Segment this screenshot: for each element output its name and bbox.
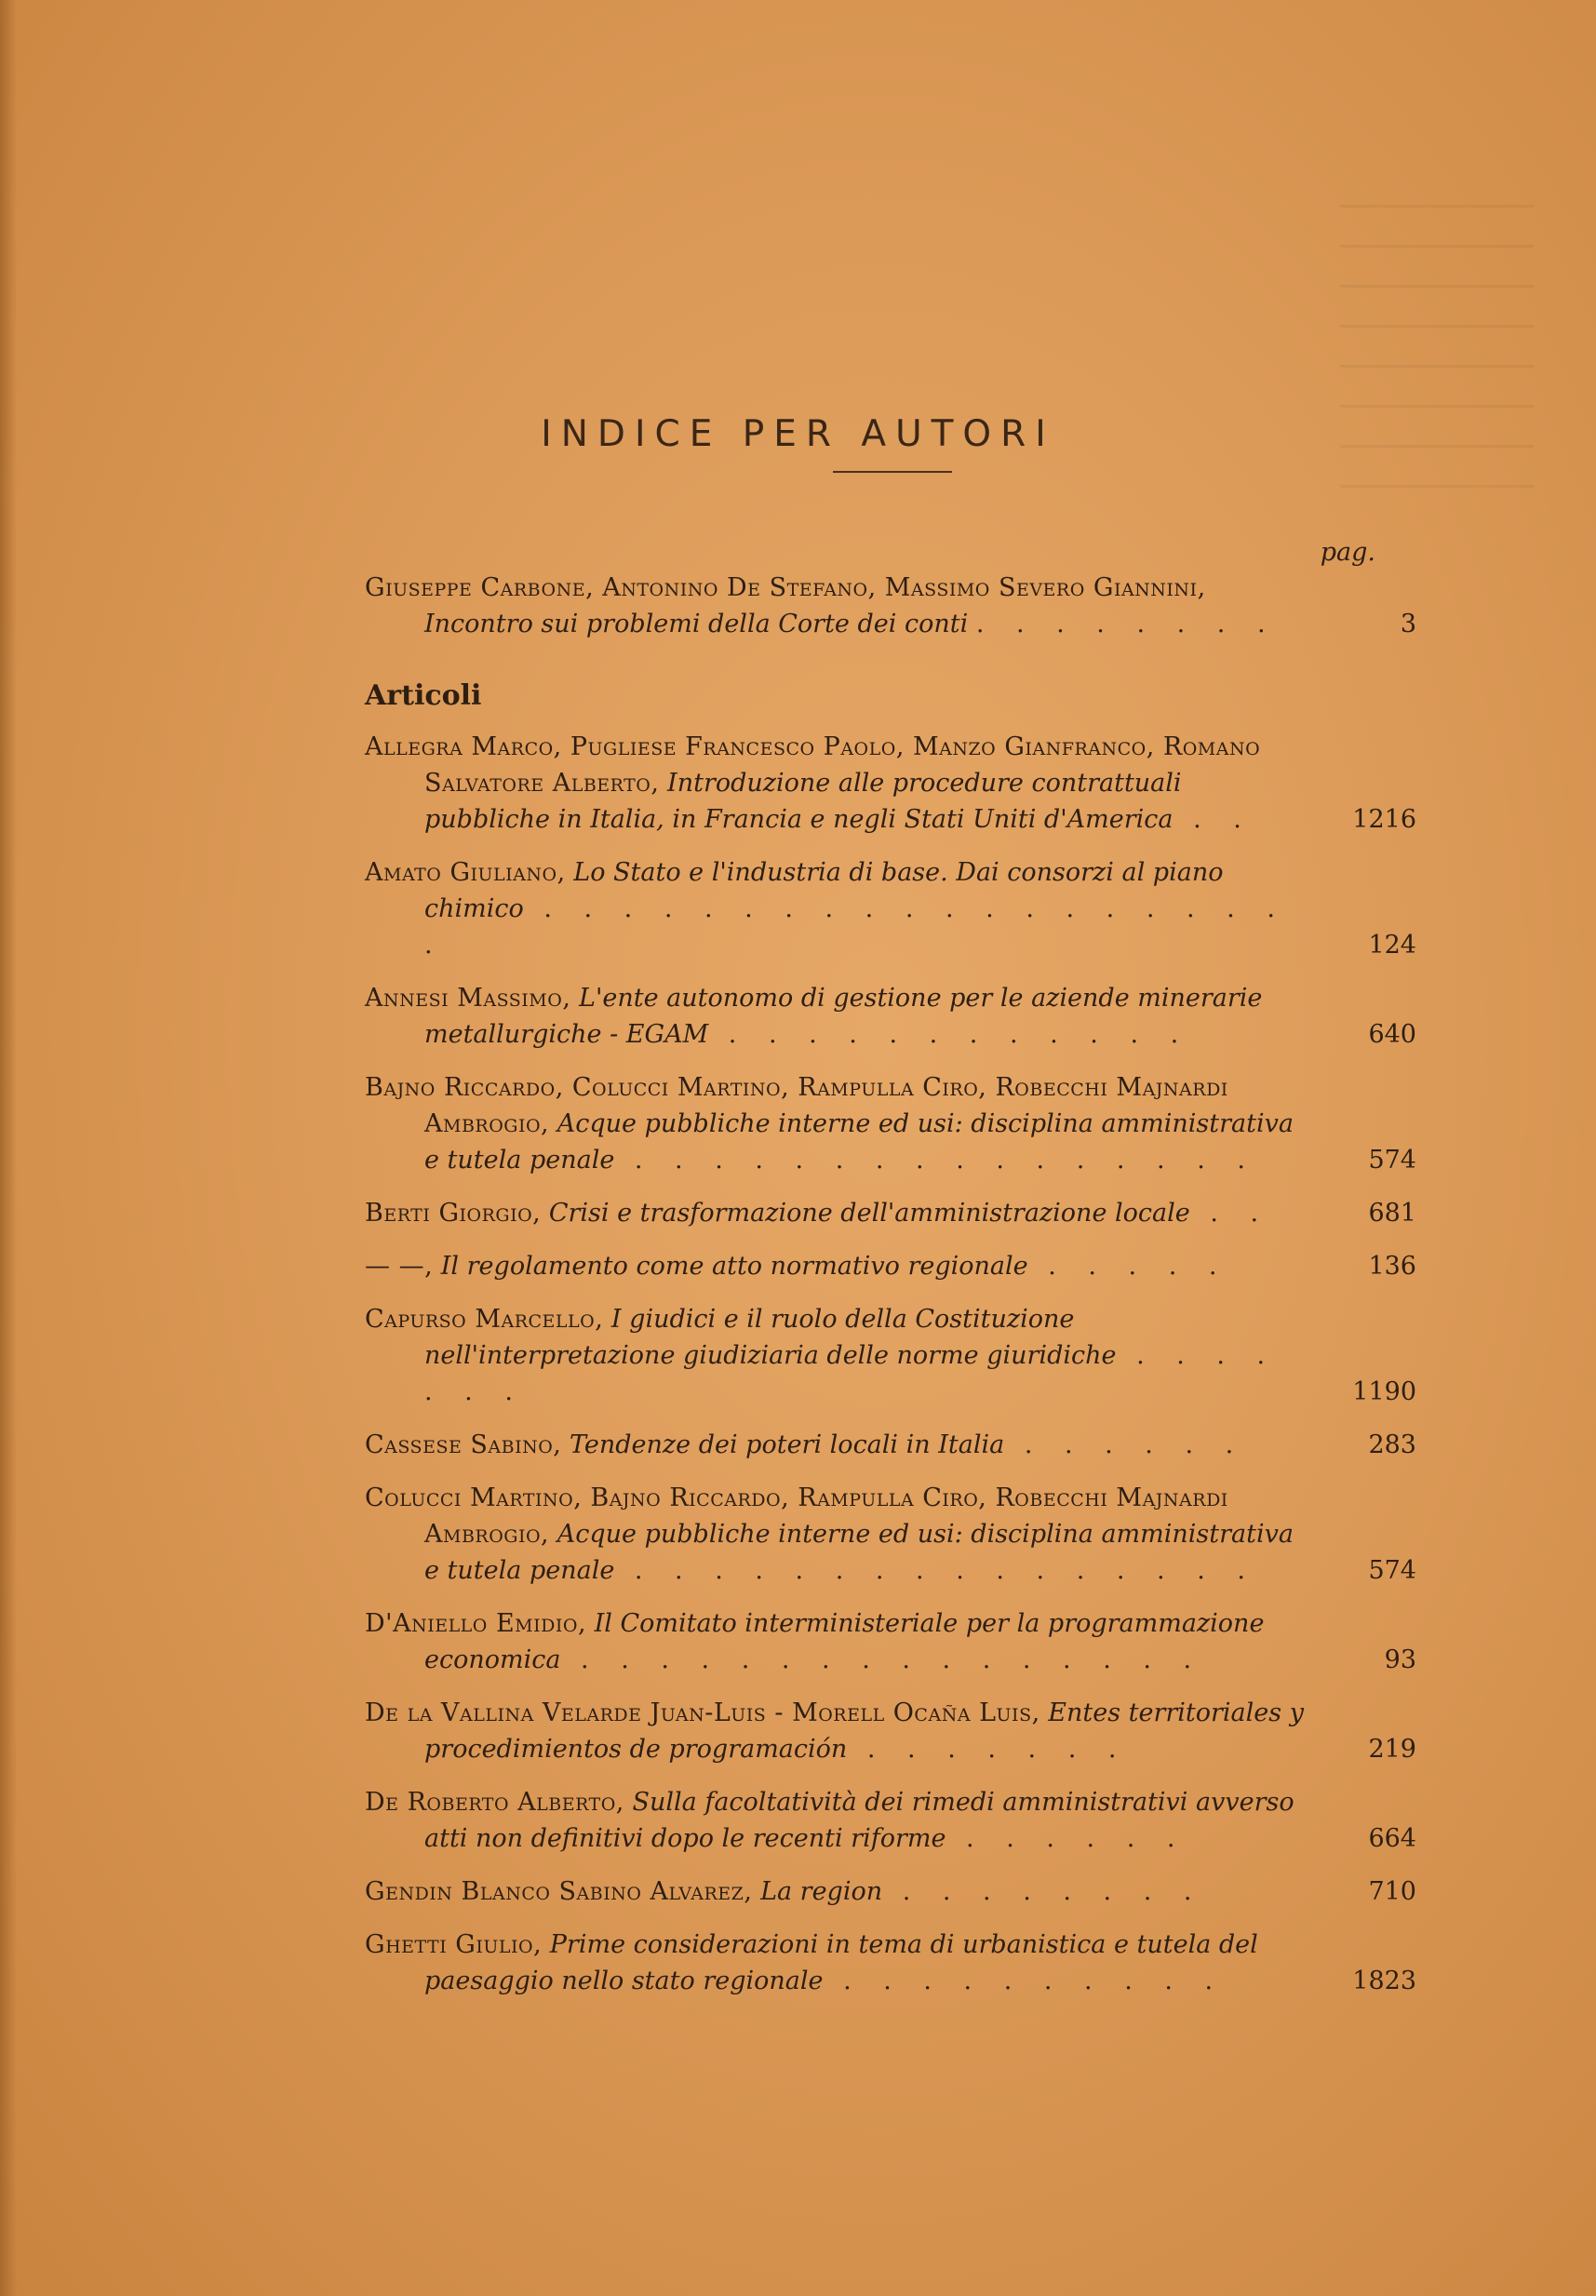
leader-dots: . . . . . . . . . . . . . . . .	[614, 1146, 1257, 1175]
entry-authors: — —,	[365, 1252, 434, 1281]
index-entry	[365, 1195, 1416, 1231]
entry-page: 574	[1368, 1556, 1416, 1585]
title-rule	[833, 471, 952, 473]
entry-page: 640	[1368, 1020, 1416, 1049]
entry-title: Sulla facoltatività dei rimedi amministrativi avverso atti non definitivi dopo le recenti riforme	[424, 1788, 1294, 1853]
entry-page: 219	[1368, 1735, 1416, 1764]
page-edge-shadow	[0, 0, 17, 2296]
entry-title: L'ente autonomo di gestione per le aziende minerarie metallurgiche - EGAM	[424, 984, 1263, 1049]
leader-dots: . . . . . . . .	[882, 1877, 1204, 1906]
leader-dots: . . . . . . . . . . . . . . . .	[560, 1645, 1204, 1674]
entry-authors: Allegra Marco, Pugliese Francesco Paolo, Manzo Gianfranco, Romano Salvatore Alberto,	[365, 732, 1261, 798]
leader-dots: . . . . . . . . . . . . . . . .	[614, 1556, 1257, 1585]
entry-page: 283	[1368, 1430, 1416, 1459]
entry-title: Acque pubbliche interne ed usi: disciplina amministrativa e tutela penale	[424, 1109, 1294, 1175]
entry-title: Acque pubbliche interne ed usi: disciplina amministrativa e tutela penale	[424, 1520, 1294, 1585]
leader-dots: . . . . . . . . . . . . . . . . . . . .	[424, 894, 1287, 960]
entry-authors: Capurso Marcello,	[365, 1305, 604, 1334]
index-entry	[365, 1301, 1416, 1410]
page-column-label: pag.	[1320, 538, 1375, 567]
leader-dots: . . . . . . . .	[975, 610, 1278, 638]
index-entry	[365, 1248, 1416, 1284]
index-entry	[365, 1605, 1416, 1678]
entry-authors: Amato Giuliano,	[365, 858, 566, 887]
entry-authors: De la Vallina Velarde Juan-Luis - Morell Ocaña Luis,	[365, 1699, 1040, 1727]
entry-title: Crisi e trasformazione dell'amministrazione locale	[548, 1199, 1190, 1228]
entry-page: 3	[1400, 610, 1416, 638]
entry-authors: Giuseppe Carbone, Antonino De Stefano, Massimo Severo Giannini,	[365, 573, 1206, 602]
index-entry	[365, 854, 1416, 963]
entry-page: 136	[1368, 1252, 1416, 1281]
entries-list	[365, 729, 1416, 1999]
entry-authors: Berti Giorgio,	[365, 1199, 542, 1228]
entry-title: Introduzione alle procedure contrattuali pubbliche in Italia, in Francia e negli Stati Uniti d'America	[424, 769, 1182, 834]
index-entry	[365, 1784, 1416, 1857]
leader-dots: . . . . . . . . . .	[823, 1967, 1226, 1995]
entry-page: 1190	[1352, 1377, 1416, 1406]
entry-page: 93	[1384, 1645, 1416, 1674]
leader-dots: . . . . . . . . . . . .	[708, 1020, 1191, 1049]
entry-title: La region	[760, 1877, 883, 1906]
entry-authors: Colucci Martino, Bajno Riccardo, Rampulla Ciro, Robecchi Majnardi Ambrogio,	[365, 1484, 1228, 1549]
entry-authors: De Roberto Alberto,	[365, 1788, 624, 1817]
entry-page: 1216	[1352, 805, 1416, 834]
leader-dots: . .	[1173, 805, 1254, 834]
index-entry	[365, 1695, 1416, 1767]
entry-page: 1823	[1352, 1967, 1416, 1995]
entry-authors: Bajno Riccardo, Colucci Martino, Rampulla Ciro, Robecchi Majnardi Ambrogio,	[365, 1073, 1228, 1138]
page-title: INDICE PER AUTORI	[541, 413, 1055, 455]
entry-title: Lo Stato e l'industria di base. Dai consorzi al piano chimico	[424, 858, 1224, 923]
entry-page: 664	[1368, 1824, 1416, 1853]
leader-dots: . . . . . .	[946, 1824, 1187, 1853]
entry-authors: Ghetti Giulio,	[365, 1930, 543, 1959]
leader-dots: . . . . . . .	[424, 1341, 1278, 1406]
entry-title: Il regolamento come atto normativo regionale	[440, 1252, 1028, 1281]
entry-authors: Gendin Blanco Sabino Alvarez,	[365, 1877, 753, 1906]
leader-dots: . .	[1189, 1199, 1271, 1228]
entry-authors: D'Aniello Emidio,	[365, 1609, 587, 1638]
leader-dots: . . . . . . .	[847, 1735, 1129, 1764]
entry-page: 124	[1368, 931, 1416, 960]
index-content	[365, 534, 1416, 2016]
entry-page: 574	[1368, 1146, 1416, 1175]
index-entry	[365, 1427, 1416, 1463]
leader-dots: . . . . . .	[1004, 1430, 1246, 1459]
leader-dots: . . . . .	[1027, 1252, 1229, 1281]
entry-title: I giudici e il ruolo della Costituzione nell'interpretazione giudiziaria delle norme giuridiche	[424, 1305, 1117, 1370]
section-heading: Articoli	[365, 679, 482, 712]
entry-title: Prime considerazioni in tema di urbanistica e tutela del paesaggio nello stato regionale	[424, 1930, 1258, 1995]
index-entry	[365, 1873, 1416, 1910]
entry-title: Il Comitato interministeriale per la programmazione economica	[424, 1609, 1265, 1674]
entry-page: 710	[1368, 1877, 1416, 1906]
index-entry	[365, 980, 1416, 1053]
index-entry	[365, 729, 1416, 838]
index-entry	[365, 1927, 1416, 1999]
entry-title: Incontro sui problemi della Corte dei conti	[424, 610, 969, 638]
entry-authors: Cassese Sabino,	[365, 1430, 562, 1459]
index-entry-intro	[365, 570, 1416, 642]
entry-title: Tendenze dei poteri locali in Italia	[569, 1430, 1005, 1459]
entry-authors: Annesi Massimo,	[365, 984, 571, 1013]
entry-title: Entes territoriales y procedimientos de programación	[424, 1699, 1304, 1764]
index-entry	[365, 1069, 1416, 1178]
entry-page: 681	[1368, 1199, 1416, 1228]
index-entry	[365, 1480, 1416, 1589]
